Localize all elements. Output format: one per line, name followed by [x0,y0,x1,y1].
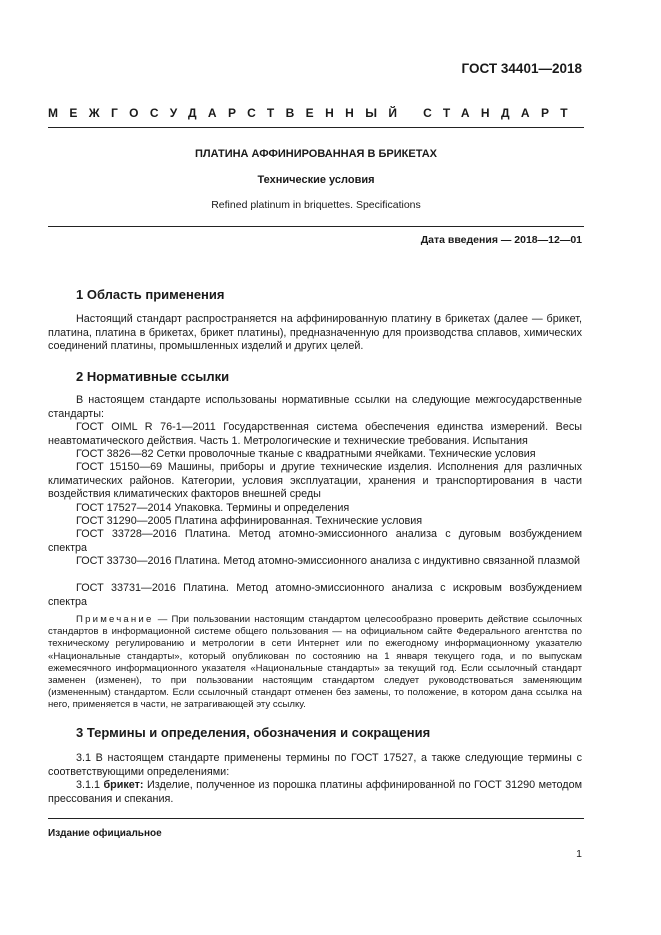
ref-item: ГОСТ 33731—2016 Платина. Метод атомно-эмиссионного анализа с искровым возбуждением спектра [48,582,582,608]
title-divider [48,226,584,227]
note-label: Примечание [76,614,154,625]
section-2-heading: 2 Нормативные ссылки [76,369,230,384]
ref-item: ГОСТ 33730—2016 Платина. Метод атомно-эмиссионного анализа с индуктивно связанной плазмой [76,555,581,567]
section-2-intro: В настоящем стандарте использованы нормативные ссылки на следующие межгосударственные стандарты: [48,394,582,420]
document-title: ПЛАТИНА АФФИНИРОВАННАЯ В БРИКЕТАХ [194,148,438,160]
official-edition-label: Издание официальное [48,828,162,839]
note-paragraph: Примечание — При пользовании настоящим стандартом целесообразно проверить действие ссылочных стандартов в информационной системе общего пользования — на официальном сайте Федерального агентства по техническому регулированию и метрологии в сети Интернет или по ежегодному информационному указателю «Национальные стандарты», который опубликован по состоянию на 1 января текущего года, и по выпускам ежемесячного информационного указателя «Национальные стандарты» за текущий год. Если ссылочный стандарт заменен (изменен), то при пользовании настоящим стандартом следует руководствоваться заменяющим (измененным) стандартом. Если ссылочный стандарт отменен без замены, то положение, в котором дана ссылка на него, применяется в части, не затрагивающей эту ссылку. [48,614,582,711]
section-3-1-1-text: 3.1.1 брикет: Изделие, полученное из порошка платины аффинированной по ГОСТ 31290 методом прессования и спекания. [48,779,583,805]
ref-item: ГОСТ 17527—2014 Упаковка. Термины и определения [76,502,350,514]
footer-divider [48,818,584,819]
section-1-text: Настоящий стандарт распространяется на аффинированную платину в брикетах (далее — брикет, платина, платина в брикетах, брикет платины), предназначенную для производства сплавов, химических соединений платины, промышленных изделий и других целей. [48,313,582,353]
english-title: Refined platinum in briquettes. Specifications [211,199,421,211]
gost-code: ГОСТ 34401—2018 [461,61,582,76]
introduction-date: Дата введения — 2018—12—01 [420,234,582,246]
term-briquette: брикет: [103,779,144,791]
interstate-standard-label: МЕЖГОСУДАРСТВЕННЫЙ СТАНДАРТ [48,106,579,120]
ref-item: ГОСТ 33728—2016 Платина. Метод атомно-эмиссионного анализа с дуговым возбуждением спектра [48,528,582,554]
section-3-heading: 3 Термины и определения, обозначения и сокращения [76,725,431,740]
section-3-1-text: 3.1 В настоящем стандарте применены термины по ГОСТ 17527, а также следующие термины с соответствующими определениями: [48,752,582,778]
top-divider [48,127,584,128]
page-number: 1 [576,848,582,860]
ref-item: ГОСТ 15150—69 Машины, приборы и другие технические изделия. Исполнения для различных климатических районов. Категории, условия эксплуатации, хранения и транспортирования в части воздействия климатических факторов внешней среды [48,461,582,501]
ref-item: ГОСТ 3826—82 Сетки проволочные тканые с квадратными ячейками. Технические условия [76,448,536,460]
ref-item: ГОСТ OIML R 76-1—2011 Государственная система обеспечения единства измерений. Весы неавтоматического действия. Часть 1. Метрологические и технические требования. Испытания [48,421,582,447]
section-1-heading: 1 Область применения [76,287,225,302]
ref-item: ГОСТ 31290—2005 Платина аффинированная. Технические условия [76,515,423,527]
document-subtitle: Технические условия [257,174,375,186]
